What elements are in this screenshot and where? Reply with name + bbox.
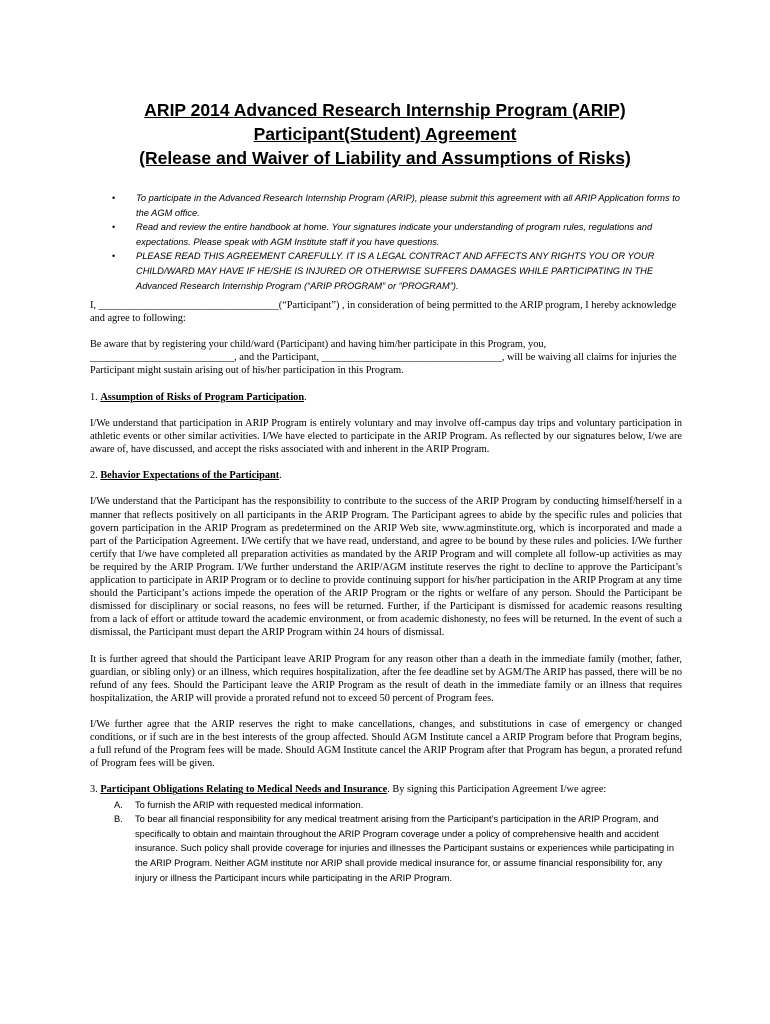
- section-number: 2.: [90, 470, 98, 482]
- instruction-bullet: [92, 220, 692, 249]
- section-title: Assumption of Risks of Program Participation: [100, 391, 305, 403]
- section-title: Behavior Expectations of the Participant: [100, 470, 280, 482]
- obligation-marker: A.: [114, 799, 123, 810]
- instruction-text: To participate in the Advanced Research Internship Program (ARIP), please submit this agreement with all ARIP Application forms to the AGM office.: [136, 193, 680, 218]
- instruction-bullet-list: [92, 191, 692, 293]
- document-title: [0, 98, 770, 170]
- obligation-item: [90, 812, 682, 885]
- title-line-3: (Release and Waiver of Liability and Assumptions of Risks): [139, 148, 631, 168]
- bullet-icon: •: [112, 222, 116, 233]
- bullet-icon: •: [112, 251, 116, 262]
- instruction-bullet: [92, 191, 692, 220]
- section-title-suffix: .: [304, 391, 307, 403]
- section-title: Participant Obligations Relating to Medical Needs and Insurance: [100, 784, 388, 796]
- instruction-bullet: [92, 249, 692, 293]
- section-number: 1.: [90, 391, 98, 403]
- title-line-1: ARIP 2014 Advanced Research Internship Program (ARIP): [144, 100, 626, 120]
- section-2-body: I/We understand that the Participant has the responsibility to contribute to the success of the ARIP Program by conducting himself/herself in a manner that reflects positively on all participants in the ARIP Program. The Participant agrees to abide by the specific rules and policies that govern participation in the ARIP Program as predetermined on the ARIP Web site, www.agminstitute.org, which is incorporated and made a part of the Participation Agreement. I/We certify that we have read, understand, and agree to be bound by these rules and policies. I/We further certify that I/we have completed all preparation activities as mandated by the ARIP Program and will complete all follow-up activities as may be required by the ARIP Program. I/We further understand the ARIP/AGM institute reserves the right to decline to approve the Participant’s application to participate in ARIP Program or to decline to provide continuing support for his/her participation in the ARIP Program at any time should the Participant’s actions impede the operation of the ARIP Program or the rights or welfare of any person. Should the Participant be dismissed for disciplinary or social reasons, no fees will be returned. Further, if the Participant is dismissed for academic reasons resulting from a lack of effort or attitude toward the academic environment, or from academic dishonesty, no fees will be returned. In the event of such a dismissal, the Participant must depart the ARIP Program within 24 hours of dismissal.: [90, 496, 682, 639]
- title-line-2: Participant(Student) Agreement: [253, 124, 517, 144]
- section-number: 3.: [90, 784, 98, 796]
- section-2-heading: [90, 469, 682, 482]
- instruction-text: Read and review the entire handbook at home. Your signatures indicate your understanding of program rules, regulations and expectations. Please speak with AGM Institute staff if you have questions.: [136, 222, 653, 247]
- obligation-marker: B.: [114, 814, 123, 825]
- section-2-cancellation-paragraph: I/We further agree that the ARIP reserves the right to make cancellations, changes, and substitutions in case of emergency or changed conditions, or if such are in the best interests of the group affected. Should AGM Institute cancel a ARIP Program before that Program begins, a full refund of the Program fees will be made. Should AGM Institute cancel the ARIP Program after that Program has begun, a prorated refund of Program fees will be given.: [90, 719, 682, 770]
- obligation-text: To furnish the ARIP with requested medical information.: [135, 799, 364, 810]
- section-1-heading: [90, 391, 682, 404]
- section-title-suffix: .: [279, 470, 282, 482]
- bullet-icon: •: [112, 193, 116, 203]
- waiver-awareness-paragraph: Be aware that by registering your child/ward (Participant) and having him/her participate in this Program, you, ____________________________, and the Participant, ___________________________________, will be waiving all claims for injuries the Participant might sustain arising out of his/her participation in this Program.: [90, 339, 677, 377]
- agreement-body: [90, 299, 682, 885]
- obligation-text: To bear all financial responsibility for any medical treatment arising from the Participant’s participation in the ARIP Program, and specifically to obtain and maintain throughout the ARIP Program coverage under a policy of comprehensive health and accident insurance. Such policy shall provide coverage for injuries and illnesses the Participant sustains or experiences while participating in the ARIP Program. Neither AGM institute nor ARIP shall provide medical insurance for, or assume financial responsibility for, any injury or illness the Participant incurs while participating in the ARIP Program.: [135, 814, 674, 883]
- section-1-body: I/We understand that participation in ARIP Program is entirely voluntary and may involve off-campus day trips and voluntary participation in athletic events or other similar activities. I/We have elected to participate in the ARIP Program. As reflected by our signatures below, I/we are aware of, have discussed, and accept the risks associated with and inherent in the ARIP Program.: [90, 417, 682, 456]
- participant-acknowledgement: I, ___________________________________(“Participant”) , in consideration of being permitted to the ARIP program, I hereby acknowledge and agree to following:: [90, 300, 677, 325]
- obligation-item: [90, 798, 682, 813]
- section-3-heading: [90, 783, 682, 796]
- instruction-text: PLEASE READ THIS AGREEMENT CAREFULLY. IT IS A LEGAL CONTRACT AND AFFECTS ANY RIGHTS YOU OR YOUR CHILD/WARD MAY HAVE IF HE/SHE IS INJURED OR OTHERWISE SUFFERS DAMAGES WHILE PARTICIPATING IN THE Advanced Research Internship Program (“ARIP PROGRAM” or “PROGRAM”).: [136, 251, 655, 291]
- section-title-suffix: . By signing this Participation Agreement I/we agree:: [387, 784, 607, 796]
- medical-obligations-list: [90, 798, 682, 886]
- section-2-refund-paragraph: It is further agreed that should the Participant leave ARIP Program for any reason other than a death in the immediate family (mother, father, guardian, or sibling only) or an illness, which requires hospitalization, after the fee deadline set by AGM/The ARIP has passed, there will be no refund of any fees. Should the Participant leave the ARIP Program as the result of death in the immediate family or an illness that requires hospitalization, the ARIP will provide a prorated refund not to exceed 50 percent of Program fees.: [90, 653, 682, 704]
